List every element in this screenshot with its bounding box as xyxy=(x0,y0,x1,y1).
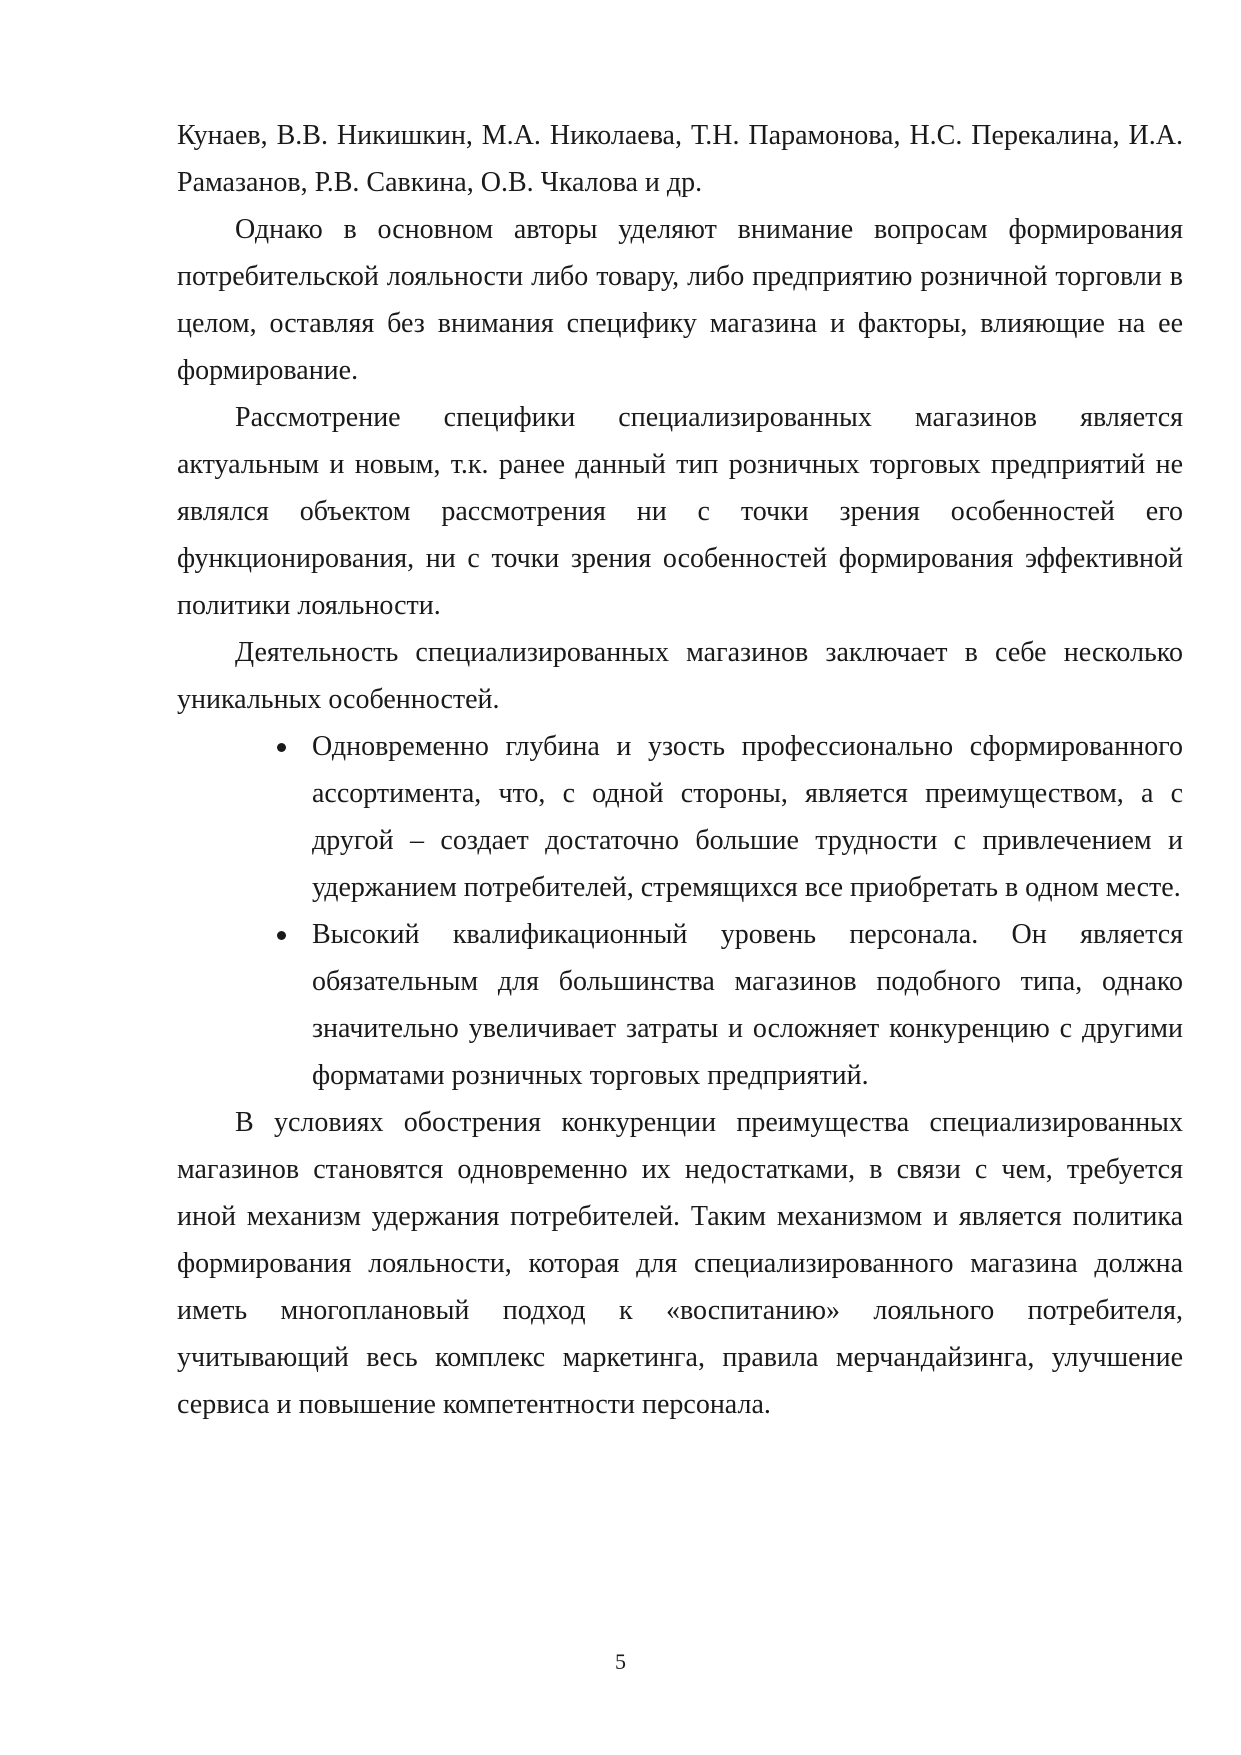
list-item xyxy=(312,723,1183,911)
paragraph-relevance: Рассмотрение специфики специализированных магазинов является актуальным и новым, т.к. ранее данный тип розничных торговых предприятий не являлся объектом рассмотрения ни с точки зрения особенностей его функционирования, ни с точки зрения особенностей формирования эффективной политики лояльности. xyxy=(177,402,1183,621)
paragraph-authors-continued: Кунаев, В.В. Никишкин, М.А. Николаева, Т.Н. Парамонова, Н.С. Перекалина, И.А. Рамазанов, Р.В. Савкина, О.В. Чкалова и др. xyxy=(177,120,1183,198)
paragraph-conclusion: В условиях обострения конкуренции преимущества специализированных магазинов становятся одновременно их недостатками, в связи с чем, требуется иной механизм удержания потребителей. Таким механизмом и является политика формирования лояльности, которая для специализированного магазина должна иметь многоплановый подход к «воспитанию» лояльного потребителя, учитывающий весь комплекс маркетинга, правила мерчандайзинга, улучшение сервиса и повышение компетентности персонала. xyxy=(177,1107,1183,1420)
bullet-icon xyxy=(277,931,286,940)
bullet-icon xyxy=(277,743,286,752)
page-body xyxy=(177,112,1183,1428)
list-item-text: Высокий квалификационный уровень персонала. Он является обязательным для большинства магазинов подобного типа, однако значительно увеличивает затраты и осложняет конкуренцию с другими форматами розничных торговых предприятий. xyxy=(312,919,1183,1091)
paragraph-features-intro: Деятельность специализированных магазинов заключает в себе несколько уникальных особенностей. xyxy=(177,637,1183,715)
page-number: 5 xyxy=(615,1649,626,1674)
list-item-text: Одновременно глубина и узость профессионально сформированного ассортимента, что, с одной стороны, является преимуществом, а с другой – создает достаточно большие трудности с привлечением и удержанием потребителей, стремящихся все приобретать в одном месте. xyxy=(312,731,1183,903)
list-item xyxy=(312,911,1183,1099)
paragraph-authors-focus: Однако в основном авторы уделяют внимание вопросам формирования потребительской лояльности либо товару, либо предприятию розничной торговли в целом, оставляя без внимания специфику магазина и факторы, влияющие на ее формирование. xyxy=(177,214,1183,386)
feature-list xyxy=(177,723,1183,1099)
